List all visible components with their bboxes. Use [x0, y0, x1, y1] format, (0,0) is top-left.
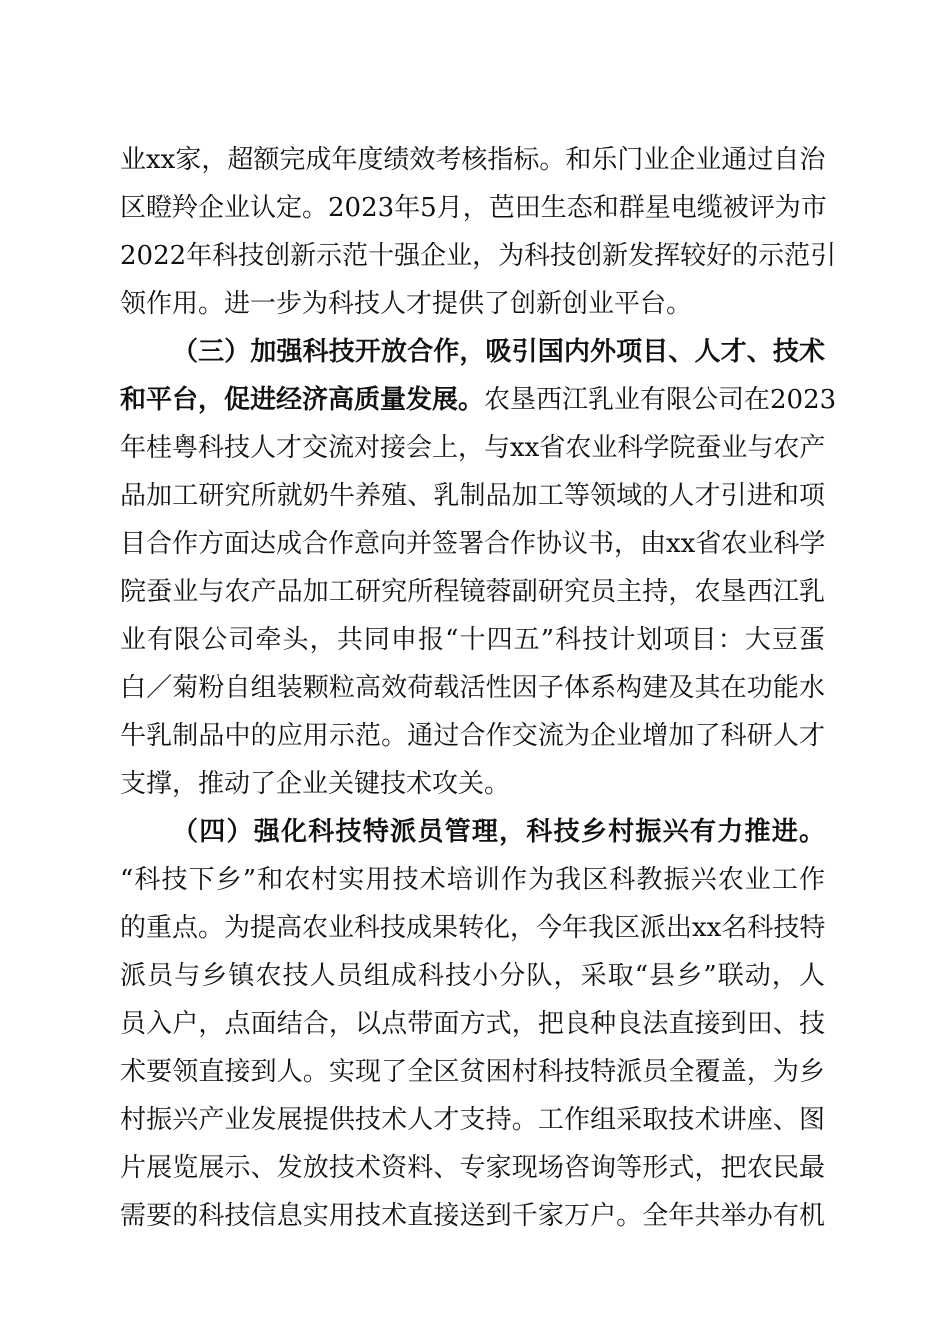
text-line: 业xx家，超额完成年度绩效考核指标。和乐门业企业通过自治 — [120, 145, 826, 175]
text-line: 院蚕业与农产品加工研究所程镜蓉副研究员主持，农垦西江乳 — [120, 577, 825, 607]
text-line: 领作用。进一步为科技人才提供了创新创业平台。 — [120, 289, 693, 319]
section-heading-3-cont: 和平台，促进经济高质量发展。 — [120, 385, 485, 415]
text-line: 员入户，点面结合，以点带面方式，把良种良法直接到田、技 — [120, 1009, 825, 1039]
text-line: 业有限公司牵头，共同申报“十四五”科技计划项目：大豆蛋 — [120, 625, 825, 655]
text-line: 品加工研究所就奶牛养殖、乳制品加工等领域的人才引进和项 — [120, 481, 825, 511]
text-line: 白／菊粉自组装颗粒高效荷载活性因子体系构建及其在功能水 — [120, 673, 825, 703]
text-line-mixed — [120, 376, 837, 424]
text-line: 目合作方面达成合作意向并签署合作协议书，由xx省农业科学 — [120, 529, 826, 559]
text-line: 的重点。为提高农业科技成果转化，今年我区派出xx名科技特 — [120, 913, 826, 943]
text-line: 年桂粤科技人才交流对接会上，与xx省农业科学院蚕业与农产 — [120, 433, 826, 463]
text-line: 术要领直接到人。实现了全区贫困村科技特派员全覆盖，为乡 — [120, 1057, 825, 1087]
text-line: 村振兴产业发展提供技术人才支持。工作组采取技术讲座、图 — [120, 1105, 825, 1135]
text-span: 农垦西江乳业有限公司在2023 — [484, 385, 837, 415]
section-heading-4: （四）强化科技特派员管理，科技乡村振兴有力推进。 — [172, 817, 825, 847]
section-heading-3: （三）加强科技开放合作，吸引国内外项目、人才、技术 — [172, 337, 825, 367]
text-line: 牛乳制品中的应用示范。通过合作交流为企业增加了科研人才 — [120, 721, 825, 751]
text-line: “科技下乡”和农村实用技术培训作为我区科教振兴农业工作 — [120, 865, 825, 895]
text-line: 派员与乡镇农技人员组成科技小分队，采取“县乡”联动，人 — [120, 961, 825, 991]
text-line: 支撑，推动了企业关键技术攻关。 — [120, 769, 511, 799]
text-line: 2022年科技创新示范十强企业，为科技创新发挥较好的示范引 — [120, 241, 837, 271]
text-line: 片展览展示、发放技术资料、专家现场咨询等形式，把农民最 — [120, 1153, 825, 1183]
text-line: 区瞪羚企业认定。2023年5月，芭田生态和群星电缆被评为市 — [120, 193, 827, 223]
text-line: 需要的科技信息实用技术直接送到千家万户。全年共举办有机 — [120, 1201, 825, 1231]
